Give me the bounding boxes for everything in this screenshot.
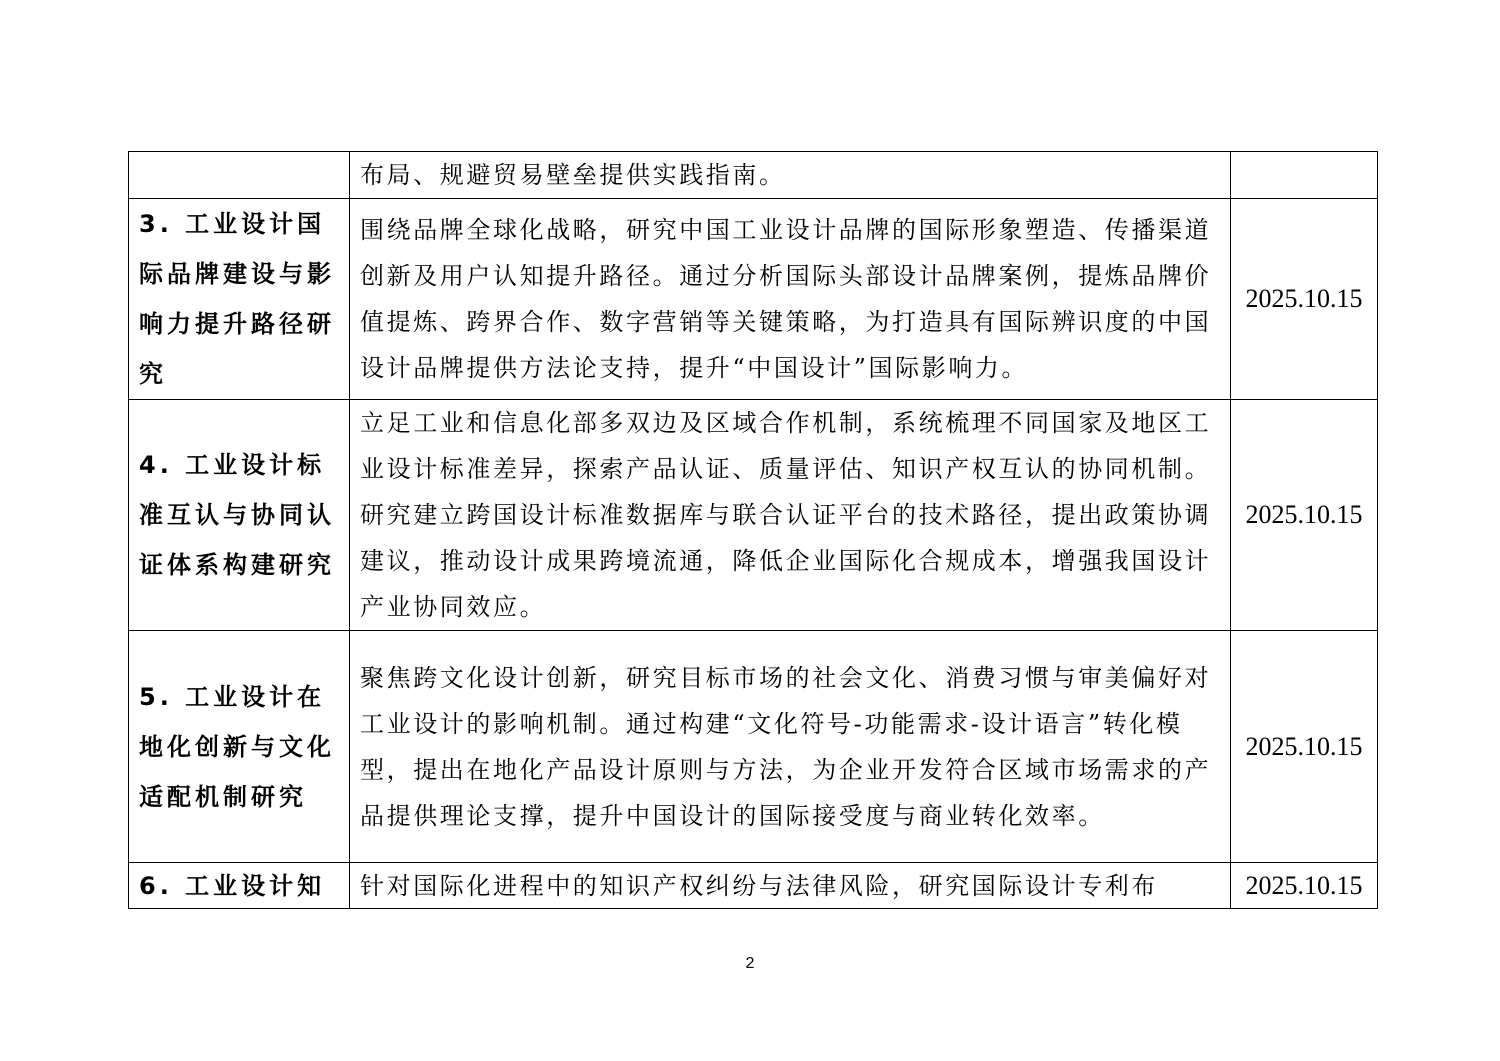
- topic-date: 2025.10.15: [1245, 731, 1363, 761]
- topic-date-cell: [1231, 631, 1378, 863]
- topic-date-cell: [1231, 863, 1378, 909]
- topic-title-cell: [129, 199, 350, 400]
- topic-date: 2025.10.15: [1245, 500, 1363, 529]
- topic-content: 立足工业和信息化部多双边及区域合作机制，系统梳理不同国家及地区工业设计标准差异，探索产品认证、质量评估、知识产权互认的协同机制。研究建立跨国设计标准数据库与联合认证平台的技术路径，提出政策协调建议，推动设计成果跨境流通，降低企业国际化合规成本，增强我国设计产业协同效应。: [360, 409, 1212, 621]
- topic-title-cell: [129, 631, 350, 863]
- topic-date-cell: [1231, 199, 1378, 400]
- topic-content: 针对国际化进程中的知识产权纠纷与法律风险，研究国际设计专利布: [360, 871, 1158, 900]
- topic-title-cell: [129, 400, 350, 631]
- topic-content: 围绕品牌全球化战略，研究中国工业设计品牌的国际形象塑造、传播渠道创新及用户认知提升路径。通过分析国际头部设计品牌案例，提炼品牌价值提炼、跨界合作、数字营销等关键策略，为打造具有国际辨识度的中国设计品牌提供方法论支持，提升“中国设计”国际影响力。: [360, 216, 1212, 382]
- topic-title: 4. 工业设计标准互认与协同认证体系构建研究: [139, 451, 335, 579]
- topic-title-cell: [129, 863, 350, 909]
- table-row: [129, 631, 1378, 863]
- topic-date: 2025.10.15: [1245, 870, 1363, 900]
- topic-date: 2025.10.15: [1245, 284, 1363, 313]
- topic-content-cell: [350, 400, 1231, 631]
- page-number: 2: [745, 955, 755, 972]
- topic-content-cell: [350, 631, 1231, 863]
- table-row: [129, 863, 1378, 909]
- topic-content: 布局、规避贸易壁垒提供实践指南。: [360, 161, 786, 189]
- topic-title: 5. 工业设计在地化创新与文化适配机制研究: [139, 682, 335, 811]
- topic-title: 6. 工业设计知: [139, 871, 326, 900]
- table-row: [129, 152, 1378, 199]
- topic-title-cell: [129, 152, 350, 199]
- topic-date-cell: [1231, 152, 1378, 199]
- topic-content: 聚焦跨文化设计创新，研究目标市场的社会文化、消费习惯与审美偏好对工业设计的影响机制。通过构建“文化符号-功能需求-设计语言”转化模型，提出在地化产品设计原则与方法，为企业开发符合区域市场需求的产品提供理论支撑，提升中国设计的国际接受度与商业转化效率。: [360, 663, 1212, 830]
- table-row: [129, 400, 1378, 631]
- topic-content-cell: [350, 199, 1231, 400]
- topic-content-cell: [350, 863, 1231, 909]
- topic-content-cell: [350, 152, 1231, 199]
- topic-title: 3. 工业设计国际品牌建设与影响力提升路径研究: [139, 210, 335, 388]
- topics-table: [128, 151, 1378, 909]
- topic-date-cell: [1231, 400, 1378, 631]
- table-row: [129, 199, 1378, 400]
